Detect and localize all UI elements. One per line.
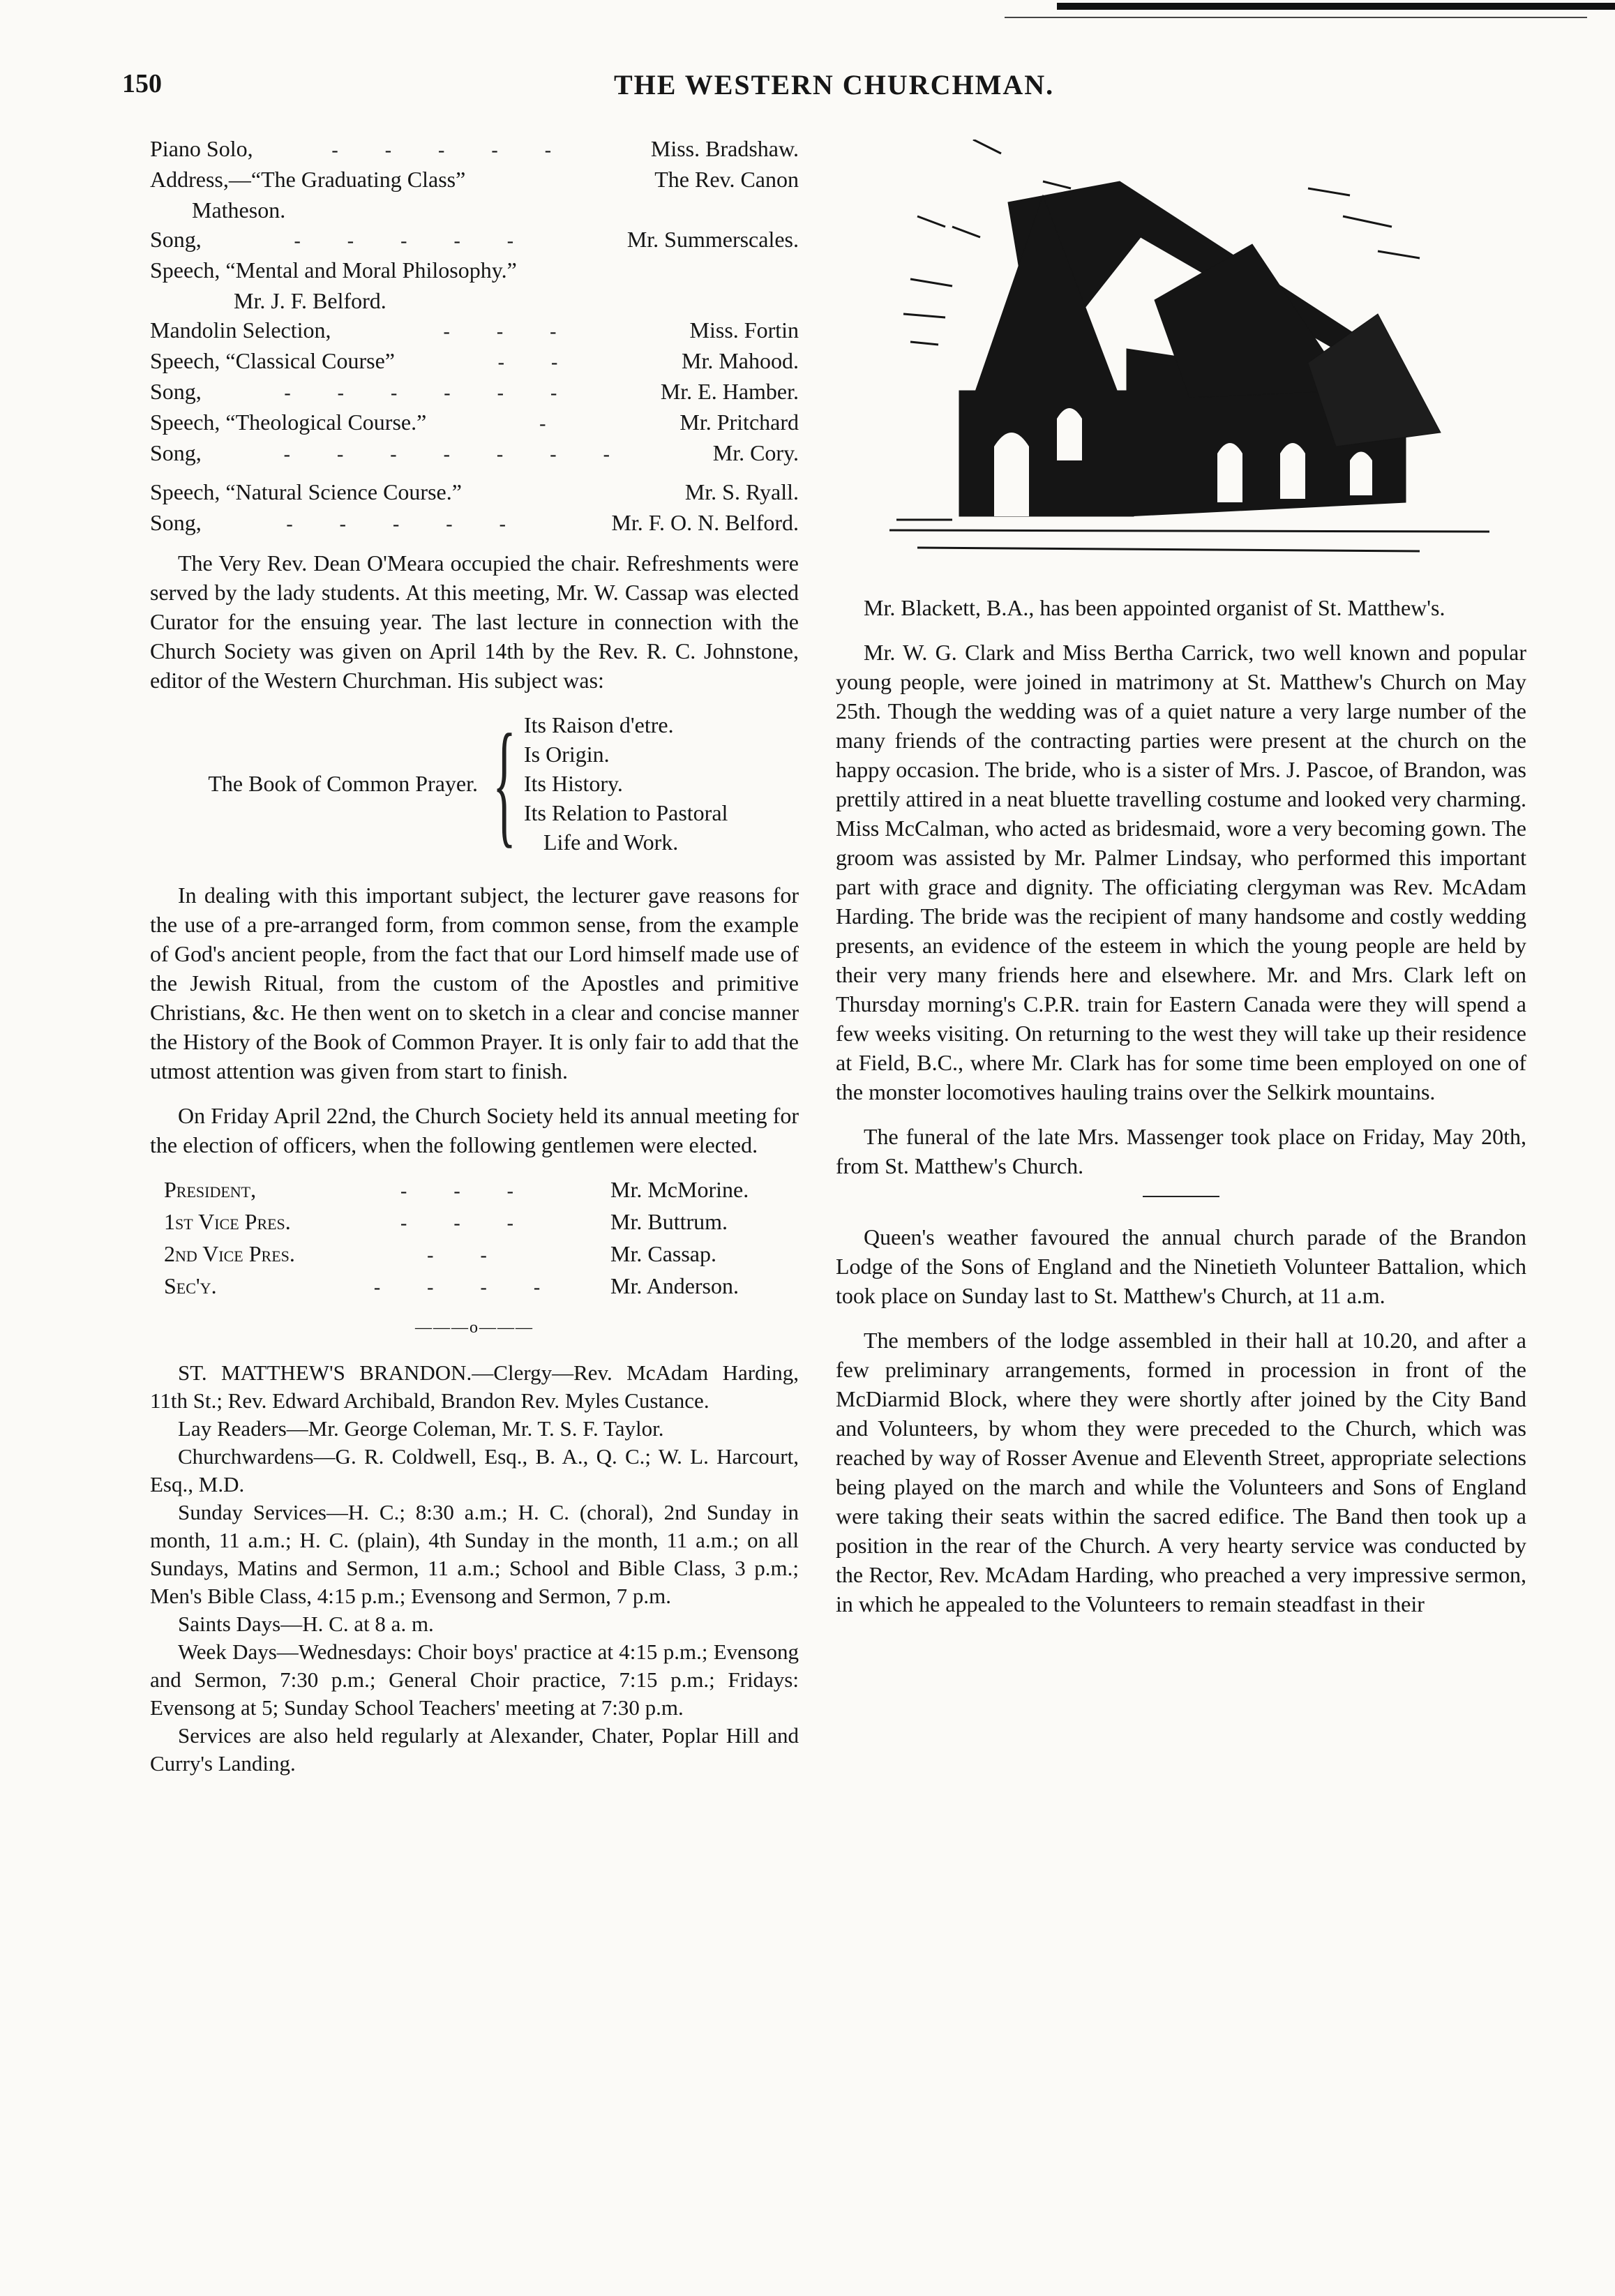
officer-row: 2nd Vice Pres. - - Mr. Cassap. [150, 1239, 799, 1271]
top-rule-thin [1005, 17, 1587, 18]
church-illustration [889, 140, 1496, 572]
program-row: Mandolin Selection, - - - Miss. Fortin [150, 315, 799, 346]
program-item: Speech, “Mental and Moral Philosophy.” [150, 257, 517, 283]
officer-role: 1st Vice Pres. [164, 1209, 291, 1234]
officer-row: President, - - - Mr. McMorine. [150, 1175, 799, 1207]
st-matthews-notice [150, 1359, 799, 1778]
program-continuation: Matheson. [192, 197, 286, 223]
officer-row: 1st Vice Pres. - - - Mr. Buttrum. [150, 1207, 799, 1239]
paragraph-parade: Queen's weather favoured the annual church parade of the Brandon Lodge of the Sons of England and the Ninetieth Volunteer Battalion, which took place on Sunday last to St. Matthew's Church, at 11 a.m. [836, 1224, 1526, 1308]
paragraph-election: On Friday April 22nd, the Church Society held its annual meeting for the election of officers, when the following gentlemen were elected. [150, 1103, 799, 1157]
notice-clergy: ST. MATTHEW'S BRANDON.—Clergy—Rev. McAdam Harding, 11th St.; Rev. Edward Archibald, Brandon Rev. Myles Custance. [150, 1360, 799, 1413]
program-item: Speech, “Natural Science Course.” [150, 479, 462, 504]
paragraph-wedding: Mr. W. G. Clark and Miss Bertha Carrick, two well known and popular young people, were joined in matrimony at St. Matthew's Church on May 25th. Though the wedding was of a quiet nature a very large number of the many friends of the contracting parties were present at the church on the happy occasion. The bride, who is a sister of Mrs. J. Pascoe, of Brandon, was prettily attired in a neat bluette travelling costume and looked very charming. Miss McCalman, who acted as bridesmaid, wore a very becoming gown. The groom was assisted by Mr. Palmer Lindsay, who performed this important part with grace and dignity. The officiating clergyman was Rev. McAdam Harding. The bride was the recipient of many handsome and costly wedding presents, an evidence of the esteem in which the young people are held by their very many friends here and elsewhere. Mr. and Mrs. Clark left on Thursday morning's C.P.R. train for Eastern Canada were they will spend a few weeks visiting. On returning to the west they will take up their residence at Field, B.C., where Mr. Clark has for some time been employed on one of the monster locomotives hauling trains over the Selkirk mountains. [836, 640, 1526, 1104]
program-performer: The Rev. Canon [654, 167, 799, 192]
right-column [836, 593, 1526, 1634]
left-column [150, 134, 799, 1778]
program-row: Song, - - - - - Mr. Summerscales. [150, 225, 799, 255]
officer-name: Mr. Cassap. [610, 1241, 716, 1266]
program-row [150, 165, 799, 195]
notice-churchwardens: Churchwardens—G. R. Coldwell, Esq., B. A., Q. C.; W. L. Harcourt, Esq., M.D. [150, 1444, 799, 1496]
officers-list [150, 1175, 799, 1303]
program-performer: Mr. S. Ryall. [684, 479, 799, 504]
lecture-subject-title: The Book of Common Prayer. [208, 771, 478, 796]
ground-lines [889, 520, 1489, 551]
program-item: Song, [150, 510, 202, 535]
section-rule [1143, 1196, 1219, 1197]
officer-row: Sec'y. - - - - Mr. Anderson. [150, 1271, 799, 1303]
program-item: Song, [150, 227, 202, 252]
program-performer: Mr. Pritchard [679, 410, 799, 435]
top-rule-thick [1057, 3, 1615, 10]
program-item: Mandolin Selection, [150, 317, 331, 343]
paragraph-procession: The members of the lodge assembled in their hall at 10.20, and after a few preliminary arrangements, formed in procession in front of the McDiarmid Block, where they were shortly after joined by the City Band and Volunteers, by whom they were preceded to the Church, which was reached by way of Rosser Avenue and Eleventh Street, appropriate selections being played on the march and while the Volunteers and Sons of England were taking their seats within the sacred edifice. The Band then took up a position in the rear of the Church. A very hearty service was conducted by the Rector, Rev. McAdam Harding, who preached a very impressive sermon, in which he appealed to the Volunteers to remain steadfast in their [836, 1328, 1526, 1616]
notice-sunday-services: Sunday Services—H. C.; 8:30 a.m.; H. C. (choral), 2nd Sunday in month, 11 a.m.; H. C. (plain), 4th Sunday in the month, 11 a.m.; on all Sundays, Matins and Sermon, 11 a.m.; School and Bible Class, 3 p.m.; Men's Bible Class, 4:15 p.m.; Evensong and Sermon, 7 p.m. [150, 1500, 799, 1608]
program-row [150, 477, 799, 508]
officer-role: Sec'y. [164, 1273, 217, 1298]
program-performer: Miss. Fortin [689, 317, 799, 343]
brace-glyph: { [493, 706, 516, 860]
officer-name: Mr. McMorine. [610, 1177, 749, 1202]
program-performer: Mr. Cory. [712, 440, 799, 465]
program-row: Song, - - - - - - - Mr. Cory. [150, 438, 799, 469]
program-item: Speech, “Classical Course” [150, 348, 395, 373]
lecture-topic: Its Relation to Pastoral [524, 800, 728, 825]
program-item: Song, [150, 379, 202, 404]
program-row: Speech, “Theological Course.” - Mr. Pritchard [150, 407, 799, 438]
notice-other-services: Services are also held regularly at Alexander, Chater, Poplar Hill and Curry's Landing. [150, 1723, 799, 1776]
page-number: 150 [122, 69, 162, 98]
program-row: Speech, “Classical Course” - - Mr. Mahood. [150, 346, 799, 377]
notice-lay-readers: Lay Readers—Mr. George Coleman, Mr. T. S. F. Taylor. [178, 1416, 664, 1441]
program-performer: Mr. Summerscales. [626, 227, 799, 252]
program-performer: Miss. Bradshaw. [650, 136, 799, 161]
notice-saints-days: Saints Days—H. C. at 8 a. m. [178, 1612, 434, 1636]
lecture-topics [524, 710, 728, 857]
officer-role: President, [164, 1177, 257, 1202]
program-performer: Mr. Mahood. [682, 348, 799, 373]
program-row: Song, - - - - - - Mr. E. Hamber. [150, 377, 799, 407]
lecture-topic: Its Raison d'etre. [524, 712, 674, 737]
window-arch [1217, 443, 1242, 502]
door-arch [994, 433, 1029, 516]
paragraph-funeral: The funeral of the late Mrs. Massenger took place on Friday, May 20th, from St. Matthew's Church. [836, 1124, 1526, 1178]
program-item: Song, [150, 440, 202, 465]
program-row: Piano Solo, - - - - - Miss. Bradshaw. [150, 134, 799, 165]
program-row: Song, - - - - - Mr. F. O. N. Belford. [150, 508, 799, 539]
paragraph-lecture: In dealing with this important subject, the lecturer gave reasons for the use of a pre-arranged form, from common sense, from the example of God's ancient people, from the fact that our Lord himself made use of the Jewish Ritual, from the custom of the Apostles and primitive Christians, &c. He then went on to sketch in a clear and concise manner the History of the Book of Common Prayer. It is only fair to add that the utmost attention was given from start to finish. [150, 883, 799, 1083]
program-item: Speech, “Theological Course.” [150, 410, 427, 435]
program-list [150, 134, 799, 539]
window-arch [1280, 443, 1305, 499]
window-arch [1350, 452, 1372, 496]
program-item: Piano Solo, [150, 136, 253, 161]
lecture-topic: Its History. [524, 771, 623, 796]
window-arch [1057, 408, 1082, 460]
program-performer: Mr. F. O. N. Belford. [611, 510, 799, 535]
paragraph-chair: The Very Rev. Dean O'Meara occupied the chair. Refreshments were served by the lady students. At this meeting, Mr. W. Cassap was elected Curator for the ensuing year. The last lecture in connection with the Church Society was given on April 14th by the Rev. R. C. Johnstone, editor of the Western Churchman. His subject was: [150, 550, 799, 693]
program-continuation: Mr. J. F. Belford. [234, 288, 386, 313]
paragraph-organist: Mr. Blackett, B.A., has been appointed organist of St. Matthew's. [864, 595, 1445, 620]
section-separator: ———o——— [415, 1319, 534, 1337]
running-title: THE WESTERN CHURCHMAN. [614, 69, 1055, 100]
program-row [150, 255, 799, 286]
officer-role: 2nd Vice Pres. [164, 1241, 295, 1266]
lecture-topic: Life and Work. [543, 830, 679, 855]
officer-name: Mr. Anderson. [610, 1273, 739, 1298]
officer-name: Mr. Buttrum. [610, 1209, 728, 1234]
front-wall [959, 391, 1134, 516]
notice-week-days: Week Days—Wednesdays: Choir boys' practice at 4:15 p.m.; Evensong and Sermon, 7:30 p.m.; General Choir practice, 7:15 p.m.; Fridays: Evensong at 5; Sunday School Teachers' meeting at 7:30 p.m. [150, 1640, 799, 1720]
lecture-subject-block [150, 706, 799, 860]
program-item: Address,—“The Graduating Class” [150, 167, 466, 192]
lecture-topic: Is Origin. [524, 742, 610, 767]
program-performer: Mr. E. Hamber. [660, 379, 799, 404]
